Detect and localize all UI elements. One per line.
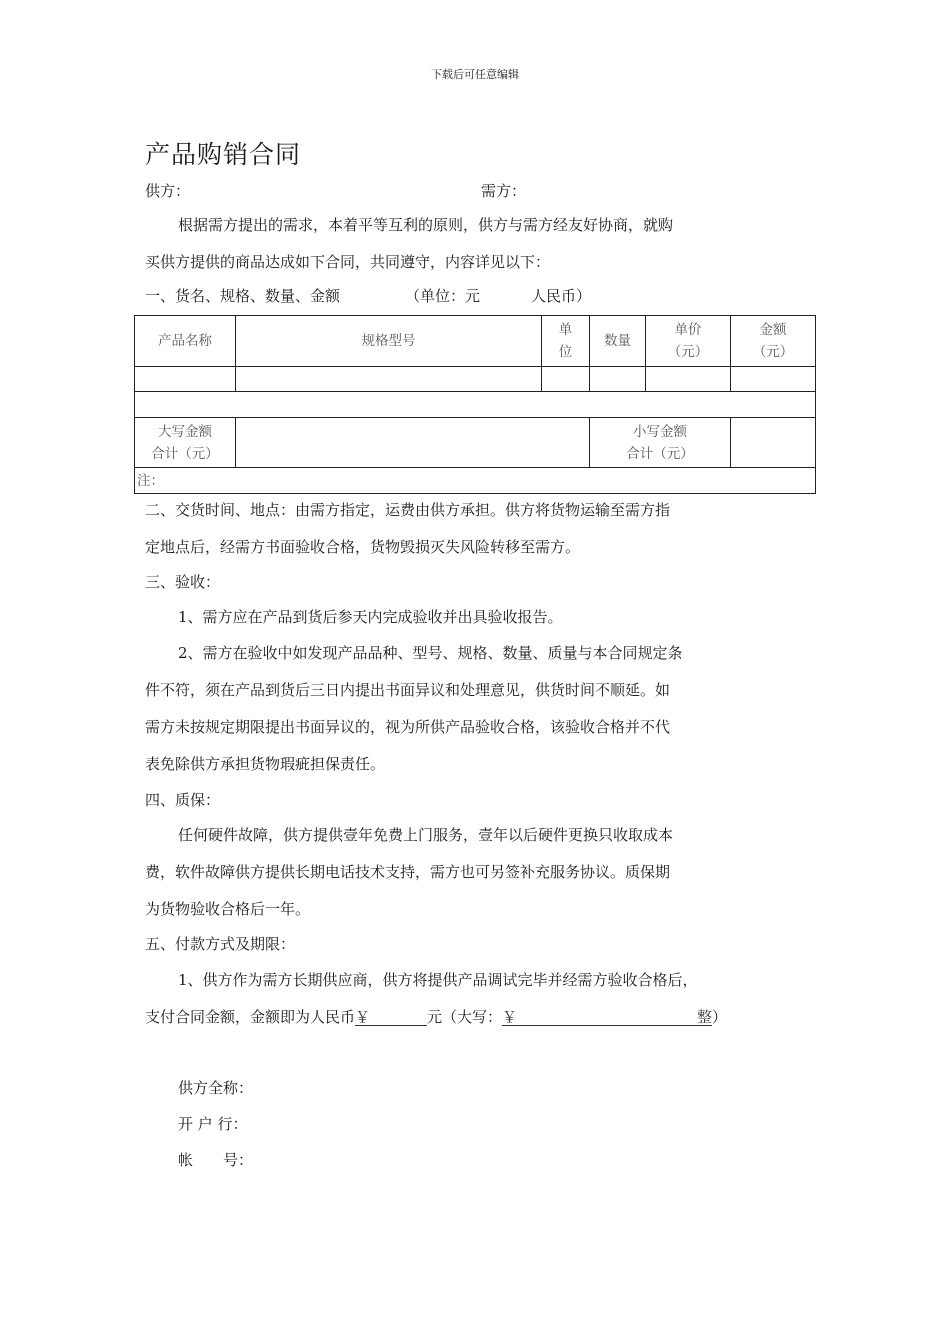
- yen-sign-2: ￥: [502, 1008, 518, 1026]
- section3-item2-line4: 表免除供方承担货物瑕疵担保责任。: [145, 755, 386, 773]
- intro-line-1: 根据需方提出的需求，本着平等互利的原则，供方与需方经友好协商，就购: [178, 216, 674, 234]
- total-upper-label: [135, 418, 236, 468]
- header-amount-line1: 金额: [759, 322, 787, 338]
- cell-unit-price[interactable]: [646, 367, 731, 392]
- cell-amount[interactable]: [731, 367, 816, 392]
- total-upper-line1: 大写金额: [158, 423, 212, 440]
- table-header-row: [135, 316, 816, 367]
- section4-line3: 为货物验收合格后一年。: [145, 900, 311, 918]
- cell-unit[interactable]: [542, 367, 590, 392]
- section5-line2: [145, 1006, 727, 1027]
- header-quantity: 数量: [590, 316, 646, 367]
- payment-close: ）: [712, 1008, 728, 1026]
- payment-upper-label: 元（大写：: [427, 1008, 503, 1026]
- buyer-label: 需方：: [481, 182, 527, 200]
- table-note-row: [135, 468, 816, 494]
- cell-quantity[interactable]: [590, 367, 646, 392]
- supplier-label: 供方：: [145, 182, 191, 200]
- section1-currency: 人民币）: [531, 287, 592, 305]
- header-product-name: 产品名称: [135, 316, 236, 367]
- note-cell: 注：: [135, 468, 816, 494]
- section5-heading: 五、付款方式及期限：: [145, 935, 296, 953]
- header-unit-line2: 位: [558, 344, 573, 360]
- section3-item2-line3: 需方未按规定期限提出书面异议的，视为所供产品验收合格，该验收合格并不代: [145, 718, 671, 736]
- section2-line-2: 定地点后，经需方书面验收合格，货物毁损灭失风险转移至需方。: [145, 538, 581, 556]
- yen-sign-1: ￥: [355, 1008, 371, 1026]
- section4-heading: 四、质保：: [145, 791, 221, 809]
- header-spec: 规格型号: [236, 316, 542, 367]
- goods-table: [134, 315, 816, 494]
- section1-heading: 一、货名、规格、数量、金额: [145, 287, 341, 305]
- intro-line-2: 买供方提供的商品达成如下合同，共同遵守，内容详见以下：: [145, 253, 551, 271]
- page-title: 产品购销合同: [145, 140, 302, 169]
- header-price-line1: 单价: [674, 322, 702, 338]
- section4-line1: 任何硬件故障，供方提供壹年免费上门服务，壹年以后硬件更换只收取成本: [178, 826, 674, 844]
- header-note: 下载后可任意编辑: [431, 68, 519, 81]
- cell-spec[interactable]: [236, 367, 542, 392]
- header-amount: [731, 316, 816, 367]
- amount-rmb-field[interactable]: [355, 1009, 427, 1026]
- header-unit-line1: 单: [558, 322, 573, 338]
- cell-product[interactable]: [135, 367, 236, 392]
- section4-line2: 费，软件故障供方提供长期电话技术支持，需方也可另签补充服务协议。质保期: [145, 863, 671, 881]
- section3-item2-line1: 2、需方在验收中如发现产品品种、型号、规格、数量、质量与本合同规定条: [178, 644, 683, 662]
- table-total-row: [135, 418, 816, 468]
- section3-heading: 三、验收：: [145, 573, 221, 591]
- header-unit: [542, 316, 590, 367]
- zheng-text: 整: [697, 1008, 713, 1026]
- section1-unit-note: （单位：元: [405, 287, 481, 305]
- total-lower-line2: 合计（元）: [626, 445, 694, 462]
- section5-line1: 1、供方作为需方长期供应商，供方将提供产品调试完毕并经需方验收合格后，: [178, 971, 698, 989]
- total-lower-line1: 小写金额: [633, 423, 687, 440]
- section3-item2-line2: 件不符，须在产品到货后三日内提出书面异议和处理意见，供货时间不顺延。如: [145, 681, 671, 699]
- table-row: [135, 367, 816, 392]
- table-blank-row: [135, 392, 816, 418]
- payment-text: 支付合同金额，金额即为人民币: [145, 1008, 356, 1026]
- account-label: 帐 号：: [178, 1151, 254, 1169]
- section3-item1: 1、需方应在产品到货后参天内完成验收并出具验收报告。: [178, 608, 563, 626]
- section2-line-1: 二、交货时间、地点：由需方指定，运费由供方承担。供方将货物运输至需方指: [145, 501, 671, 519]
- header-amount-line2: （元）: [752, 344, 794, 360]
- amount-upper-field[interactable]: [502, 1009, 712, 1026]
- cell-blank[interactable]: [135, 392, 816, 418]
- total-lower-label: [590, 418, 731, 468]
- bank-label: 开 户 行：: [178, 1115, 248, 1133]
- total-upper-value[interactable]: [236, 418, 590, 468]
- total-upper-line2: 合计（元）: [151, 445, 219, 462]
- total-lower-value[interactable]: [731, 418, 816, 468]
- supplier-full-name-label: 供方全称：: [178, 1079, 254, 1097]
- header-price-line2: （元）: [667, 344, 709, 360]
- header-unit-price: [646, 316, 731, 367]
